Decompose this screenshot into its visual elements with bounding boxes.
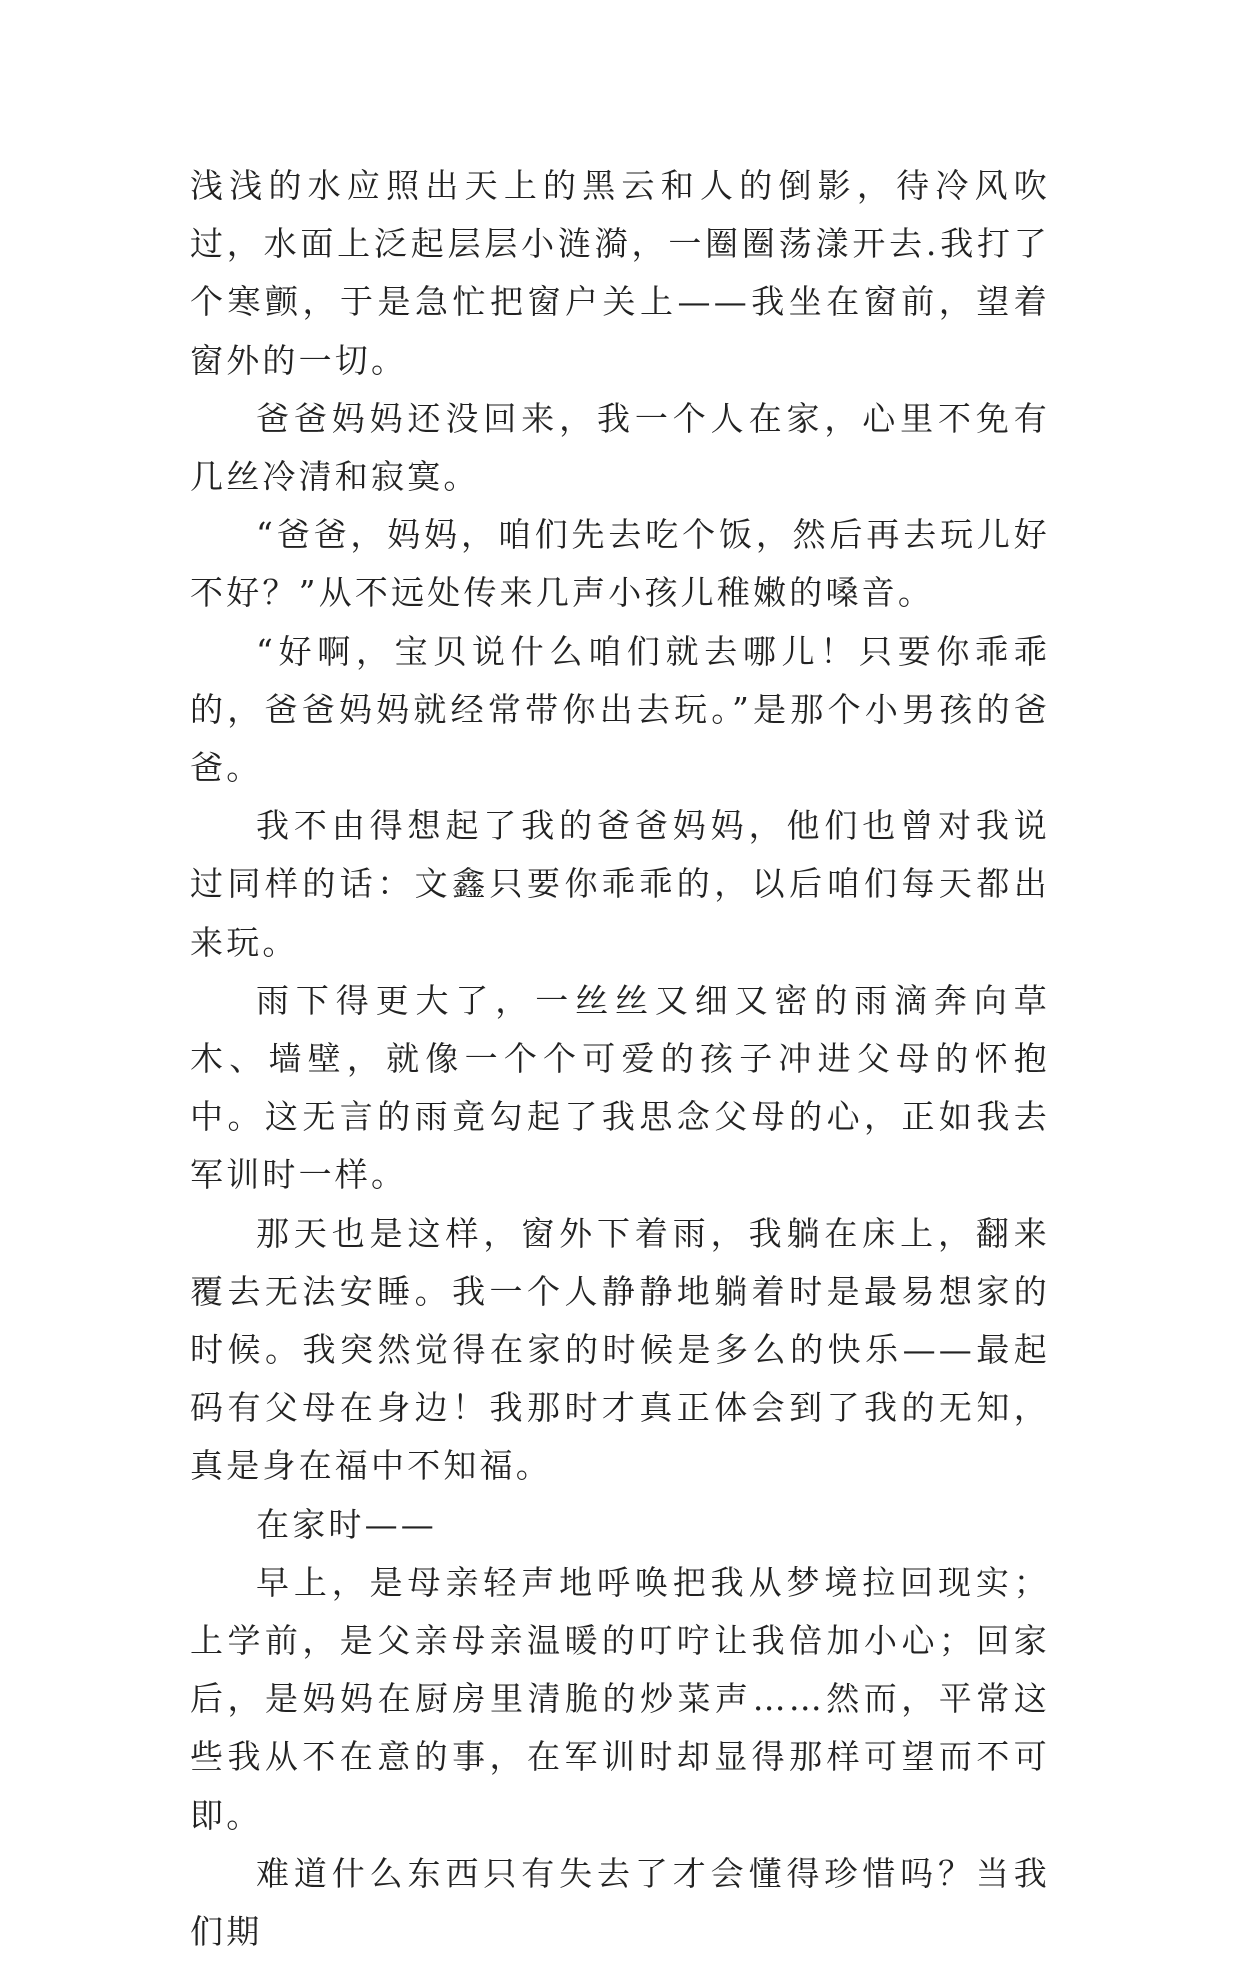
paragraph: 爸爸妈妈还没回来，我一个人在家，心里不免有几丝冷清和寂寞。	[190, 398, 1050, 497]
body-text	[190, 157, 1050, 1961]
paragraph: 在家时——	[256, 1504, 437, 1544]
paragraph: 我不由得想起了我的爸爸妈妈，他们也曾对我说过同样的话：文鑫只要你乖乖的，以后咱们每天都出来玩。	[190, 806, 1050, 962]
paragraph: “好啊，宝贝说什么咱们就去哪儿！只要你乖乖的，爸爸妈妈就经常带你出去玩。”是那个小男孩的爸爸。	[190, 631, 1050, 788]
paragraph: 难道什么东西只有失去了才会懂得珍惜吗？当我们期	[190, 1853, 1050, 1952]
paragraph: 浅浅的水应照出天上的黑云和人的倒影，待冷风吹过，水面上泛起层层小涟漪，一圈圈荡漾开去.我打了个寒颤，于是急忙把窗户关上——我坐在窗前，望着窗外的一切。	[190, 166, 1050, 380]
paragraph: 早上，是母亲轻声地呼唤把我从梦境拉回现实；上学前，是父亲母亲温暖的叮咛让我倍加小心；回家后，是妈妈在厨房里清脆的炒菜声……然而，平常这些我从不在意的事，在军训时却显得那样可望而不可即。	[190, 1562, 1050, 1835]
paragraph: “爸爸，妈妈，咱们先去吃个饭，然后再去玩儿好不好？”从不远处传来几声小孩儿稚嫩的嗓音。	[190, 515, 1050, 613]
paragraph: 那天也是这样，窗外下着雨，我躺在床上，翻来覆去无法安睡。我一个人静静地躺着时是最易想家的时候。我突然觉得在家的时候是多么的快乐——最起码有父母在身边！我那时才真正体会到了我的无知，真是身在福中不知福。	[190, 1213, 1050, 1486]
paragraph: 雨下得更大了，一丝丝又细又密的雨滴奔向草木、墙壁，就像一个个可爱的孩子冲进父母的怀抱中。这无言的雨竟勾起了我思念父母的心，正如我去军训时一样。	[190, 980, 1050, 1195]
